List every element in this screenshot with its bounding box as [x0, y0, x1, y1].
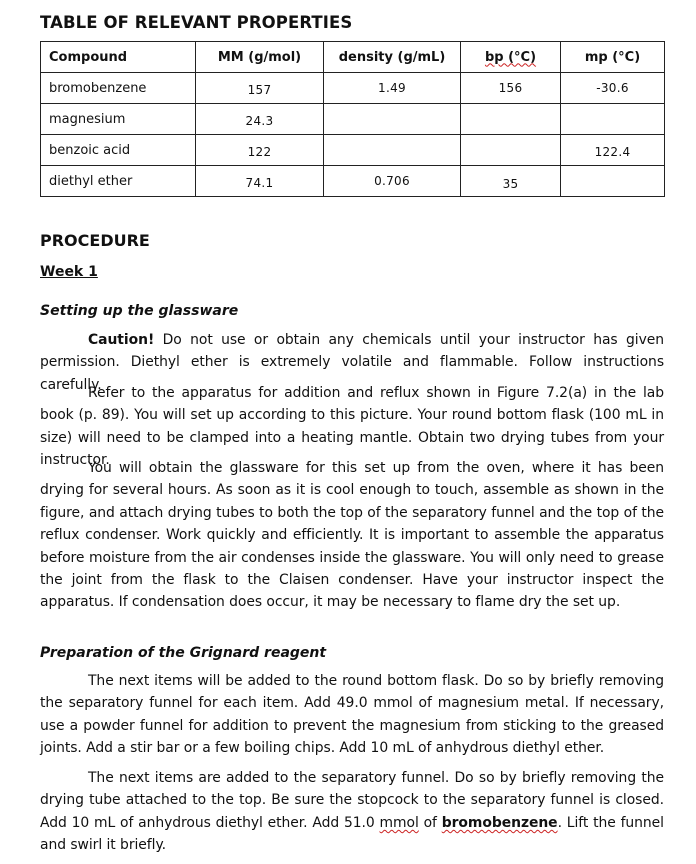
table-row	[41, 104, 665, 135]
cell-mm-value: 122	[247, 145, 272, 159]
header-bp-text: bp (°C)	[484, 49, 537, 65]
cell-mm-value: 24.3	[245, 114, 274, 128]
cell-density	[324, 104, 461, 135]
properties-table	[40, 41, 665, 197]
header-density: density (g/mL)	[324, 42, 461, 73]
cell-mm	[196, 135, 324, 166]
funnel-text-mid: of	[418, 814, 442, 831]
header-compound: Compound	[41, 42, 196, 73]
cell-compound: benzoic acid	[41, 135, 196, 166]
cell-mm-value: 74.1	[245, 176, 274, 190]
cell-mm	[196, 73, 324, 104]
bromobenzene-term: bromobenzene	[441, 814, 558, 831]
cell-compound: diethyl ether	[41, 166, 196, 197]
cell-compound: bromobenzene	[41, 73, 196, 104]
cell-mm	[196, 166, 324, 197]
week-heading: Week 1	[40, 264, 98, 280]
header-melting-point: mp (°C)	[561, 42, 665, 73]
cell-mm-value: 157	[247, 83, 272, 97]
table-row	[41, 135, 665, 166]
cell-mp	[561, 104, 665, 135]
table-title: TABLE OF RELEVANT PROPERTIES	[40, 13, 353, 32]
funnel-text-start: The next items are added to the separatory funnel. Do so by briefly removing the drying tube attached to the top. Be sure the stopcock to the separatory funnel is closed. Add 10 mL of anhydrous diethyl ether. Add 51.0	[40, 770, 664, 831]
cell-mp	[561, 73, 665, 104]
glassware-section-title: Setting up the glassware	[40, 303, 239, 319]
table-header-row	[41, 42, 665, 73]
funnel-additions-paragraph	[40, 767, 664, 857]
cell-bp	[461, 166, 561, 197]
cell-bp	[461, 104, 561, 135]
mmol-unit: mmol	[379, 814, 419, 831]
cell-mp	[561, 135, 665, 166]
cell-bp-value: 156	[498, 81, 523, 95]
cell-bp-value: 35	[502, 177, 519, 191]
cell-density-value: 0.706	[374, 174, 410, 188]
cell-density	[324, 135, 461, 166]
cell-compound: magnesium	[41, 104, 196, 135]
caution-label: Caution!	[88, 332, 155, 348]
cell-density	[324, 166, 461, 197]
funnel-text-end: . Lift the funnel and swirl it briefly.	[40, 814, 664, 854]
grignard-section-title: Preparation of the Grignard reagent	[40, 645, 327, 661]
flask-additions-paragraph: The next items will be added to the round bottom flask. Do so by briefly removing the separatory funnel for each item. Add 49.0 mmol of magnesium metal. If necessary, use a powder funnel for addition to prevent the magnesium from sticking to the greased joints. Add a stir bar or a few boiling chips. Add 10 mL of anhydrous diethyl ether.	[40, 673, 664, 757]
procedure-heading: PROCEDURE	[40, 231, 150, 250]
cell-bp	[461, 135, 561, 166]
header-boiling-point	[461, 42, 561, 73]
cell-density-value: 1.49	[378, 81, 406, 95]
apparatus-paragraph: Refer to the apparatus for addition and reflux shown in Figure 7.2(a) in the lab book (p. 89). You will set up according to this picture. Your round bottom flask (100 mL in size) will need to be clamped into a heating mantle. Obtain two drying tubes from your instructor.	[40, 385, 664, 469]
cell-density	[324, 73, 461, 104]
table-row	[41, 73, 665, 104]
header-molar-mass: MM (g/mol)	[196, 42, 324, 73]
cell-mp-value: 122.4	[594, 145, 631, 159]
cell-mp	[561, 166, 665, 197]
caution-text: Do not use or obtain any chemicals until your instructor has given permission. Diethyl ether is extremely volatile and flammable. Follow instructions carefully.	[40, 332, 664, 393]
glassware-paragraph: You will obtain the glassware for this set up from the oven, where it has been drying for several hours. As soon as it is cool enough to touch, assemble as shown in the figure, and attach drying tubes to both the top of the separatory funnel and the top of the reflux condenser. Work quickly and efficiently. It is important to assemble the apparatus before moisture from the air condenses inside the glassware. You will only need to grease the joint from the flask to the Claisen condenser. Have your instructor inspect the apparatus. If condensation does occur, it may be necessary to flame dry the set up.	[40, 460, 664, 611]
table-row	[41, 166, 665, 197]
cell-mm	[196, 104, 324, 135]
cell-mp-value: -30.6	[596, 81, 629, 95]
cell-bp	[461, 73, 561, 104]
